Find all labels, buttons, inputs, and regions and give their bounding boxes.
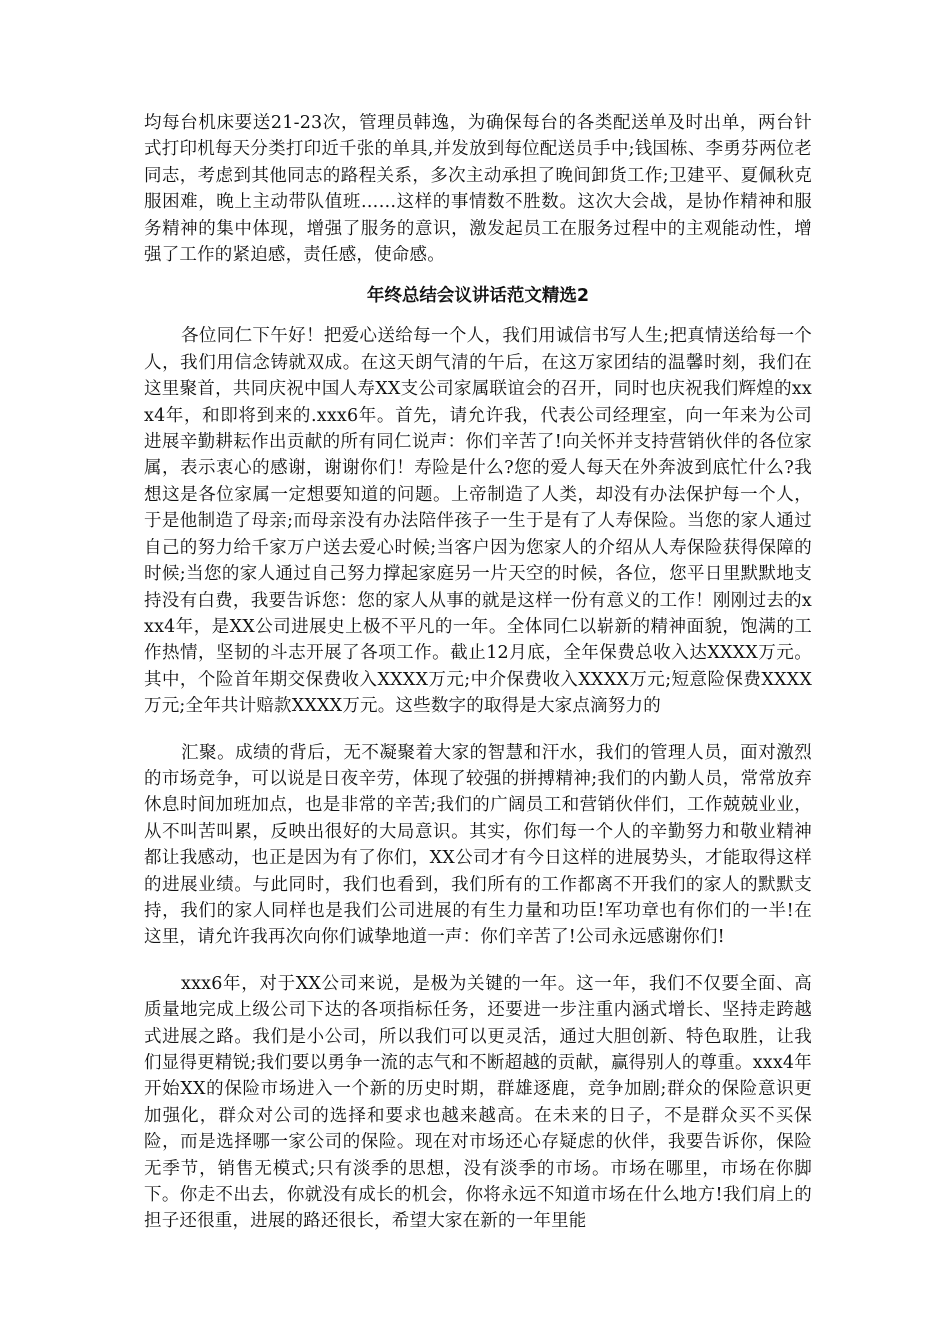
paragraph-spacer — [144, 720, 812, 740]
document-page — [144, 110, 812, 1235]
paragraph-outlook: xxx6年，对于XX公司来说，是极为关键的一年。这一年，我们不仅要全面、高质量地完成上级公司下达的各项指标任务，还要进一步注重内涵式增长、坚持走跨越式进展之路。我们是小公司，所以我们可以更灵活，通过大胆创新、特色取胜，让我们显得更精锐;我们要以勇争一流的志气和不断超越的贡献，赢得别人的尊重。xxx4年开始XX的保险市场进入一个新的历史时期，群雄逐鹿，竞争加剧;群众的保险意识更加强化，群众对公司的选择和要求也越来越高。在未来的日子，不是群众买不买保险，而是选择哪一家公司的保险。现在对市场还心存疑虑的伙伴，我要告诉你，保险无季节，销售无模式;只有淡季的思想，没有淡季的市场。市场在哪里，市场在你脚下。你走不出去，你就没有成长的机会，你将永远不知道市场在什么地方!我们肩上的担子还很重，进展的路还很长，希望大家在新的一年里能 — [144, 973, 812, 1232]
paragraph-achievements: 汇聚。成绩的背后，无不凝聚着大家的智慧和汗水，我们的管理人员，面对激烈的市场竞争，可以说是日夜辛劳，体现了较强的拼搏精神;我们的内勤人员，常常放弃休息时间加班加点，也是非常的辛苦;我们的广阔员工和营销伙伴们，工作兢兢业业，从不叫苦叫累，反映出很好的大局意识。其实，你们每一个人的辛勤努力和敬业精神都让我感动，也正是因为有了你们，XX公司才有今日这样的进展势头，才能取得这样的进展业绩。与此同时，我们也看到，我们所有的工作都离不开我们的家人的默默支持，我们的家人同样也是我们公司进展的有生力量和功臣!军功章也有你们的一半!在这里，请允许我再次向你们诚挚地道一声：你们辛苦了!公司永远感谢你们! — [144, 742, 812, 948]
section-heading: 年终总结会议讲话范文精选2 — [366, 286, 590, 307]
paragraph-spacer — [144, 951, 812, 971]
paragraph-greeting: 各位同仁下午好！把爱心送给每一个人，我们用诚信书写人生;把真情送给每一个人，我们用信念铸就双成。在这天朗气清的午后，在这万家团结的温馨时刻，我们在这里聚首，共同庆祝中国人寿XX支公司家属联谊会的召开，同时也庆祝我们辉煌的xxx4年，和即将到来的.xxx6年。首先，请允许我，代表公司经理室，向一年来为公司进展辛勤耕耘作出贡献的所有同仁说声：你们辛苦了!向关怀并支持营销伙伴的各位家属，表示衷心的感谢，谢谢你们！寿险是什么?您的爱人每天在外奔波到底忙什么?我想这是各位家属一定想要知道的问题。上帝制造了人类，却没有办法保护每一个人，于是他制造了母亲;而母亲没有办法陪伴孩子一生于是有了人寿保险。当您的家人通过自己的努力给千家万户送去爱心时候;当客户因为您家人的介绍从人寿保险获得保障的时候;当您的家人通过自己努力撑起家庭另一片天空的时候，各位，您平日里默默地支持没有白费，我要告诉您：您的家人从事的就是这样一份有意义的工作！刚刚过去的xxx4年，是XX公司进展史上极不平凡的一年。全体同仁以崭新的精神面貌，饱满的工作热情，坚韧的斗志开展了各项工作。截止12月底，全年保费总收入达XXXX万元。其中，个险首年期交保费收入XXXX万元;中介保费收入XXXX万元;短意险保费XXXX万元;全年共计赔款XXXX万元。这些数字的取得是大家点滴努力的 — [144, 326, 812, 717]
paragraph-continued: 均每台机床要送21-23次，管理员韩逸，为确保每台的各类配送单及时出单，两台针式打印机每天分类打印近千张的单具,并发放到每位配送员手中;钱国栋、李勇芬两位老同志，考虑到其他同志的路程关系，多次主动承担了晚间卸货工作;卫建平、夏佩秋克服困难，晚上主动带队值班……这样的事情数不胜数。这次大会战，是协作精神和服务精神的集中体现，增强了服务的意识，激发起员工在服务过程中的主观能动性，增强了工作的紧迫感，责任感，使命感。 — [144, 113, 812, 266]
